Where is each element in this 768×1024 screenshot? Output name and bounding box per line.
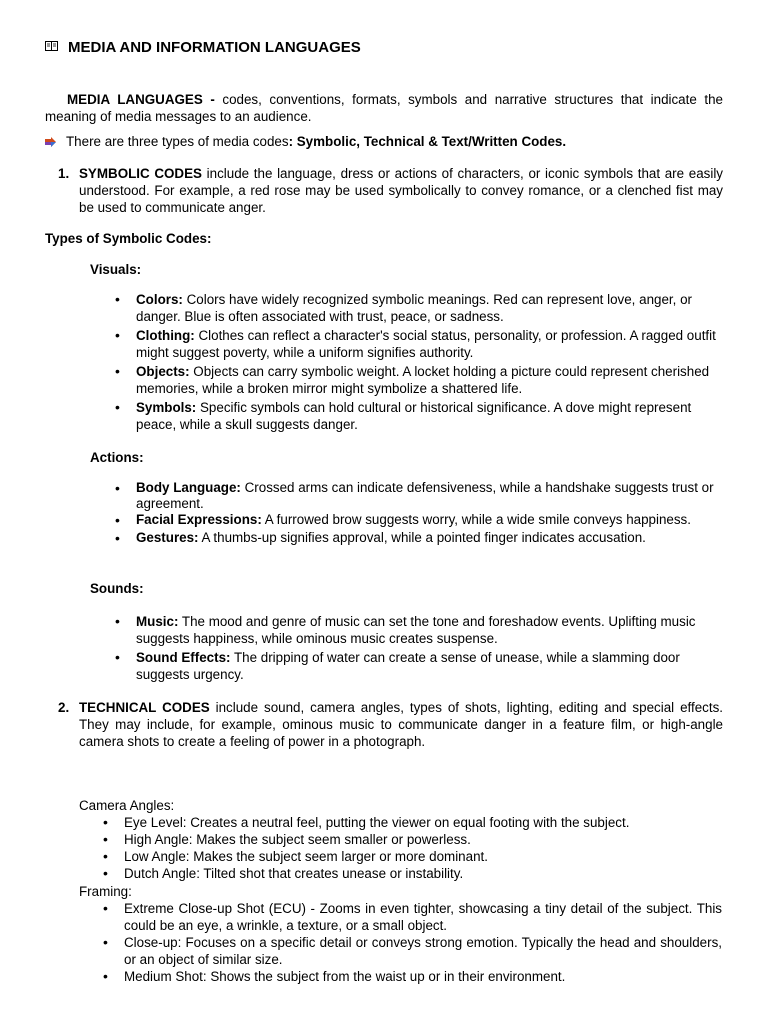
page-title xyxy=(45,39,361,57)
list-item: • Extreme Close-up Shot (ECU) - Zooms in even tighter, showcasing a tiny detail of the subject. This could be an eye, a wrinkle, a texture, or a small object. xyxy=(124,900,722,934)
list-item: • Medium Shot: Shows the subject from the waist up or in their environment. xyxy=(124,968,722,985)
item-term: Sound Effects: xyxy=(136,650,231,665)
sounds-heading: Sounds: xyxy=(90,581,144,596)
list-item xyxy=(136,649,724,683)
list-item xyxy=(136,327,716,361)
sounds-list xyxy=(136,613,724,683)
types-text: There are three types of media codes xyxy=(66,134,289,149)
camera-angles-heading: Camera Angles: xyxy=(79,798,175,813)
types-line xyxy=(45,133,735,150)
list-item: • Close-up: Focuses on a specific detail or conveys strong emotion. Typically the head and shoulders, or an object of similar size. xyxy=(124,934,722,968)
item-term: Body Language: xyxy=(136,480,241,495)
section1-term: SYMBOLIC CODES xyxy=(79,166,202,181)
list-item xyxy=(136,613,724,647)
actions-list xyxy=(136,480,716,546)
item-text: Specific symbols can hold cultural or historical significance. A dove might represent peace, while a skull suggests danger. xyxy=(136,400,692,432)
item-text: A thumbs-up signifies approval, while a pointed finger indicates accusation. xyxy=(198,530,646,545)
camera-angles-list xyxy=(124,814,724,882)
list-item: • High Angle: Makes the subject seem smaller or powerless. xyxy=(124,831,724,848)
item-text: The dripping of water can create a sense of unease, while a slamming door suggests urgency. xyxy=(136,650,680,682)
list-item: • Eye Level: Creates a neutral feel, putting the viewer on equal footing with the subject. xyxy=(124,814,724,831)
item-text: A furrowed brow suggests worry, while a wide smile conveys happiness. xyxy=(261,512,691,527)
types-bold: : Symbolic, Technical & Text/Written Codes. xyxy=(288,134,567,149)
section1-text: include the language, dress or actions of characters, or iconic symbols that are easily understood. For example, a red rose may be used symbolically to convey romance, or a clenched fist may be used to communicate anger. xyxy=(79,166,724,215)
title-text: MEDIA AND INFORMATION LANGUAGES xyxy=(68,39,361,56)
item-term: Clothing: xyxy=(136,328,195,343)
list-item: • Dutch Angle: Tilted shot that creates unease or instability. xyxy=(124,865,724,882)
item-text: Colors have widely recognized symbolic meanings. Red can represent love, anger, or danger. Blue is often associated with trust, peace, or sadness. xyxy=(136,292,692,324)
list-item xyxy=(136,291,716,325)
intro-text: codes, conventions, formats, symbols and narrative structures that indicate the meaning of media messages to an audience. xyxy=(45,92,723,124)
list-item xyxy=(136,530,716,546)
section2-number: 2. xyxy=(58,700,70,715)
list-item xyxy=(136,363,716,397)
book-icon xyxy=(45,41,58,51)
intro-paragraph xyxy=(45,91,723,125)
item-term: Music: xyxy=(136,614,179,629)
framing-heading: Framing: xyxy=(79,884,132,899)
item-term: Facial Expressions: xyxy=(136,512,262,527)
section2-term: TECHNICAL CODES xyxy=(79,700,210,715)
actions-heading: Actions: xyxy=(90,450,144,465)
section1-paragraph xyxy=(79,165,723,216)
item-term: Gestures: xyxy=(136,530,199,545)
list-item xyxy=(136,480,716,512)
intro-term: MEDIA LANGUAGES - xyxy=(67,92,215,107)
item-text: Objects can carry symbolic weight. A locket holding a picture could represent cherished memories, while a broken mirror might symbolize a shattered life. xyxy=(136,364,710,396)
item-text: Clothes can reflect a character's social status, personality, or profession. A ragged outfit might suggest poverty, while a uniform signifies authority. xyxy=(136,328,716,360)
arrow-bullet-icon xyxy=(45,137,56,147)
item-term: Colors: xyxy=(136,292,183,307)
item-term: Symbols: xyxy=(136,400,197,415)
visuals-list xyxy=(136,291,716,433)
item-text: The mood and genre of music can set the tone and foreshadow events. Uplifting music suggests happiness, while ominous music creates suspense. xyxy=(136,614,696,646)
list-item: • Low Angle: Makes the subject seem larger or more dominant. xyxy=(124,848,724,865)
framing-list xyxy=(124,900,722,985)
section2-text: include sound, camera angles, types of shots, lighting, editing and special effects. They may include, for example, ominous music to communicate danger in a feature film, or high-angle camera shots to create a feeling of power in a photograph. xyxy=(79,700,723,749)
section1-number: 1. xyxy=(58,166,70,181)
item-term: Objects: xyxy=(136,364,190,379)
section2-paragraph xyxy=(79,699,723,750)
list-item xyxy=(136,399,716,433)
visuals-heading: Visuals: xyxy=(90,262,142,277)
types-symbolic-heading: Types of Symbolic Codes: xyxy=(45,231,212,246)
item-text: Crossed arms can indicate defensiveness, while a handshake suggests trust or agreement. xyxy=(136,480,714,511)
list-item xyxy=(136,512,716,528)
